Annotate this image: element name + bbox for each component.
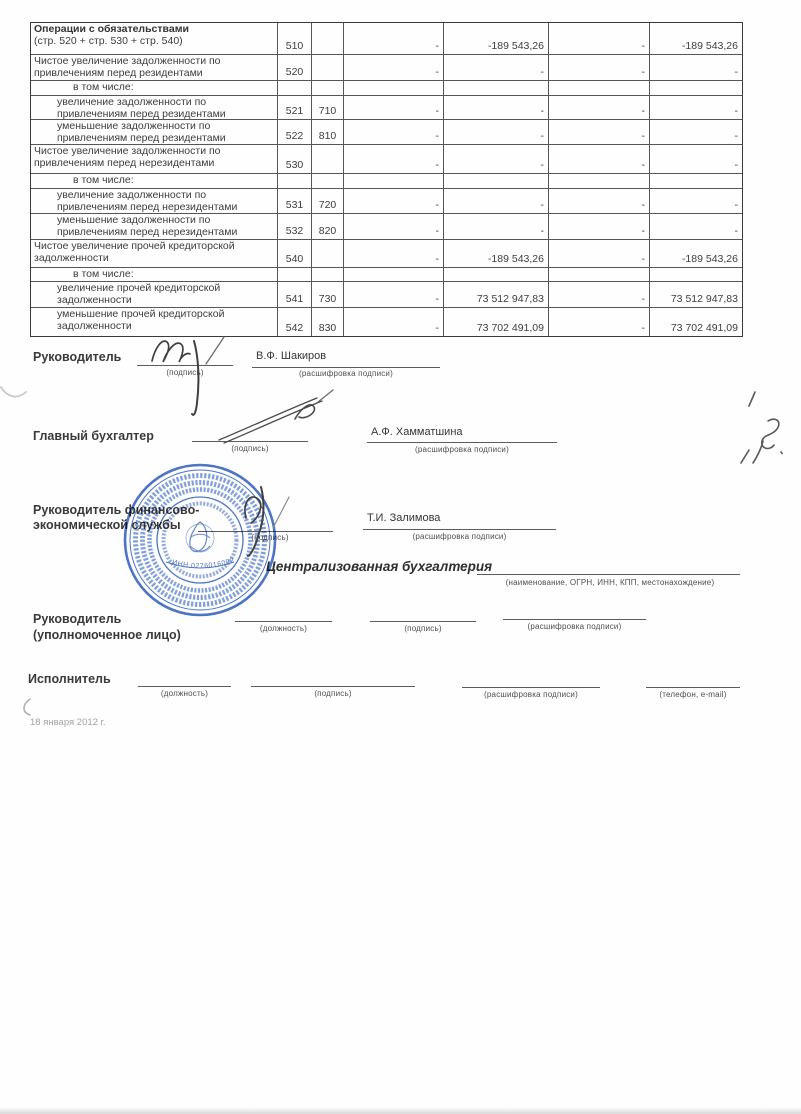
- row-line-code: [277, 81, 311, 95]
- row-label-line1: уменьшение задолженности по: [57, 214, 211, 226]
- row-label-line1: Чистое увеличение прочей кредиторской: [34, 240, 235, 252]
- row-value-4: -189 543,26: [649, 240, 742, 267]
- row-value-2: 73 512 947,83: [443, 282, 548, 307]
- row-label-line1: в том числе:: [73, 268, 134, 280]
- signer-name-finance-head: Т.И. Залимова: [367, 512, 441, 524]
- row-label-line2: привлечениям перед нерезидентами: [57, 225, 238, 238]
- table-row: [31, 54, 742, 80]
- table-row: [31, 119, 742, 144]
- row-label-line1: в том числе:: [73, 174, 134, 186]
- row-value-3: -: [548, 23, 649, 54]
- name-line: [363, 508, 556, 530]
- row-value-3: -: [548, 308, 649, 336]
- row-label-line2: задолженности: [57, 319, 132, 332]
- row-label: [31, 282, 277, 307]
- row-label: [31, 240, 277, 267]
- row-label-line1: увеличение задолженности по: [57, 96, 207, 108]
- row-account-code: [311, 81, 343, 95]
- row-line-code: 530: [277, 145, 311, 173]
- caption-name-decipher: (расшифровка подписи): [299, 369, 393, 378]
- table-row: [31, 80, 742, 95]
- caption-signature: (подпись): [166, 368, 204, 377]
- table-row: [31, 23, 742, 54]
- row-account-code: [311, 240, 343, 267]
- row-value-3: [548, 268, 649, 281]
- row-label: [31, 23, 277, 54]
- row-value-3: [548, 174, 649, 188]
- row-label-line2: привлечениям перед нерезидентами: [57, 200, 238, 213]
- row-value-4: -: [649, 55, 742, 80]
- row-account-code: [311, 145, 343, 173]
- liabilities-operations-table: [30, 22, 743, 337]
- row-value-4: -189 543,26: [649, 23, 742, 54]
- row-value-2: -: [443, 214, 548, 239]
- caption-accounting-details: (наименование, ОГРН, ИНН, КПП, местонахождение): [505, 578, 715, 587]
- row-value-3: -: [548, 240, 649, 267]
- row-label: [31, 308, 277, 336]
- row-value-4: 73 702 491,09: [649, 308, 742, 336]
- row-label-line1: в том числе:: [73, 81, 134, 93]
- row-label-line2: привлечениям перед резидентами: [57, 131, 226, 144]
- row-label-line2: привлечениям перед нерезидентами: [34, 156, 215, 169]
- table-row: [31, 239, 742, 267]
- table-row: [31, 188, 742, 213]
- table-row: [31, 173, 742, 188]
- row-label: [31, 189, 277, 213]
- row-value-1: -: [343, 189, 443, 213]
- row-value-4: -: [649, 120, 742, 144]
- caption-name-decipher: (расшифровка подписи): [415, 445, 509, 454]
- table-row: [31, 307, 742, 336]
- caption-signature: (подпись): [404, 624, 442, 633]
- row-account-code: 710: [311, 96, 343, 119]
- row-label: [31, 268, 277, 281]
- official-round-stamp: [120, 460, 280, 620]
- row-value-3: [548, 81, 649, 95]
- row-value-2: -: [443, 189, 548, 213]
- row-value-1: -: [343, 282, 443, 307]
- row-account-code: 830: [311, 308, 343, 336]
- role-line2: экономической службы: [33, 518, 181, 532]
- centralized-accounting-label: Централизованная бухгалтерия: [266, 559, 493, 574]
- caption-name-decipher: (расшифровка подписи): [484, 690, 578, 699]
- row-account-code: [311, 55, 343, 80]
- row-value-3: -: [548, 145, 649, 173]
- caption-phone-email: (телефон, e-mail): [659, 690, 727, 699]
- phone-line: [646, 667, 740, 688]
- row-value-4: -: [649, 145, 742, 173]
- row-label-line2: (стр. 520 + стр. 530 + стр. 540): [34, 34, 183, 47]
- row-value-2: [443, 174, 548, 188]
- row-label-line1: Операции с обязательствами: [34, 23, 189, 35]
- row-value-4: [649, 81, 742, 95]
- row-line-code: 520: [277, 55, 311, 80]
- row-account-code: 720: [311, 189, 343, 213]
- stamp-emblem: [186, 522, 214, 552]
- row-label: [31, 81, 277, 95]
- row-line-code: 522: [277, 120, 311, 144]
- row-value-2: -189 543,26: [443, 240, 548, 267]
- row-account-code: [311, 174, 343, 188]
- role-line2: (уполномоченное лицо): [33, 628, 181, 642]
- signature-line: [137, 344, 233, 366]
- row-account-code: 820: [311, 214, 343, 239]
- row-value-2: -: [443, 96, 548, 119]
- row-value-1: [343, 174, 443, 188]
- scan-artifacts: [1, 387, 30, 715]
- row-label: [31, 214, 277, 239]
- role-label-chief-accountant: Главный бухгалтер: [33, 429, 154, 443]
- signature-line: [192, 420, 308, 442]
- row-label-line1: уменьшение задолженности по: [57, 120, 211, 132]
- signer-name-chief-accountant: А.Ф. Хамматшина: [371, 426, 463, 438]
- row-value-2: 73 702 491,09: [443, 308, 548, 336]
- row-label: [31, 174, 277, 188]
- row-label: [31, 120, 277, 144]
- row-value-1: [343, 268, 443, 281]
- row-account-code: [311, 268, 343, 281]
- caption-signature: (подпись): [314, 689, 352, 698]
- row-value-1: -: [343, 214, 443, 239]
- row-value-1: -: [343, 55, 443, 80]
- row-account-code: 730: [311, 282, 343, 307]
- row-line-code: 531: [277, 189, 311, 213]
- row-line-code: 542: [277, 308, 311, 336]
- row-value-1: -: [343, 240, 443, 267]
- row-line-code: [277, 174, 311, 188]
- row-value-4: [649, 268, 742, 281]
- document-date: 18 января 2012 г.: [30, 717, 106, 728]
- table-row: [31, 281, 742, 307]
- row-account-code: [311, 23, 343, 54]
- table-row: [31, 144, 742, 173]
- row-value-1: -: [343, 23, 443, 54]
- caption-name-decipher: (расшифровка подписи): [412, 532, 507, 541]
- name-line: [252, 345, 440, 368]
- row-account-code: 810: [311, 120, 343, 144]
- signature-line: [370, 600, 476, 622]
- table-row: [31, 95, 742, 119]
- row-value-3: -: [548, 282, 649, 307]
- name-line: [367, 421, 557, 443]
- row-label-line1: Чистое увеличение задолженности по: [34, 55, 221, 67]
- row-label-line1: увеличение задолженности по: [57, 189, 207, 201]
- row-value-3: -: [548, 214, 649, 239]
- signer-name-director: В.Ф. Шакиров: [256, 350, 327, 362]
- row-label-line1: Чистое увеличение задолженности по: [34, 145, 221, 157]
- caption-signature: (подпись): [251, 533, 289, 542]
- row-label: [31, 145, 277, 173]
- row-value-2: [443, 81, 548, 95]
- row-value-2: -: [443, 120, 548, 144]
- row-value-3: -: [548, 96, 649, 119]
- role-label-executor: Исполнитель: [28, 672, 111, 686]
- row-value-4: -: [649, 96, 742, 119]
- row-value-2: -: [443, 145, 548, 173]
- row-value-1: -: [343, 308, 443, 336]
- table-row: [31, 213, 742, 239]
- row-value-3: -: [548, 55, 649, 80]
- row-label-line2: привлечениям перед резидентами: [57, 107, 226, 119]
- row-label-line1: увеличение прочей кредиторской: [57, 282, 221, 294]
- row-label: [31, 96, 277, 119]
- row-line-code: 541: [277, 282, 311, 307]
- role-line1: Руководитель: [33, 612, 122, 626]
- row-value-2: -: [443, 55, 548, 80]
- caption-name-decipher: (расшифровка подписи): [527, 622, 622, 631]
- caption-position: (должность): [259, 624, 308, 633]
- row-line-code: 510: [277, 23, 311, 54]
- row-line-code: [277, 268, 311, 281]
- caption-signature: (подпись): [231, 444, 269, 453]
- accounting-name-line: [477, 554, 740, 575]
- position-line: [138, 666, 231, 687]
- row-value-3: -: [548, 120, 649, 144]
- row-line-code: 532: [277, 214, 311, 239]
- row-value-3: -: [548, 189, 649, 213]
- row-value-2: [443, 268, 548, 281]
- row-label-line2: задолженности: [57, 293, 132, 306]
- row-value-2: -189 543,26: [443, 23, 548, 54]
- role-line1: Руководитель финансово-: [33, 503, 200, 517]
- row-value-1: -: [343, 96, 443, 119]
- scanner-edge-shadow: [0, 1107, 801, 1114]
- row-value-1: [343, 81, 443, 95]
- row-label: [31, 55, 277, 80]
- row-label-line1: уменьшение прочей кредиторской: [57, 308, 225, 320]
- signature-line: [251, 666, 415, 687]
- row-label-line2: задолженности: [34, 251, 109, 264]
- table-row: [31, 267, 742, 281]
- row-value-4: 73 512 947,83: [649, 282, 742, 307]
- name-line: [462, 667, 600, 688]
- row-label-line2: привлечениям перед резидентами: [34, 66, 203, 79]
- row-value-4: [649, 174, 742, 188]
- stamp-inn-text: ИНН 0276016092: [171, 556, 236, 571]
- row-line-code: 521: [277, 96, 311, 119]
- role-label-director: Руководитель: [33, 350, 122, 364]
- page-number-handwritten: [741, 392, 782, 463]
- row-line-code: 540: [277, 240, 311, 267]
- row-value-1: -: [343, 120, 443, 144]
- name-line: [503, 598, 646, 620]
- caption-position: (должность): [160, 689, 209, 698]
- row-value-4: -: [649, 189, 742, 213]
- row-value-1: -: [343, 145, 443, 173]
- row-value-4: -: [649, 214, 742, 239]
